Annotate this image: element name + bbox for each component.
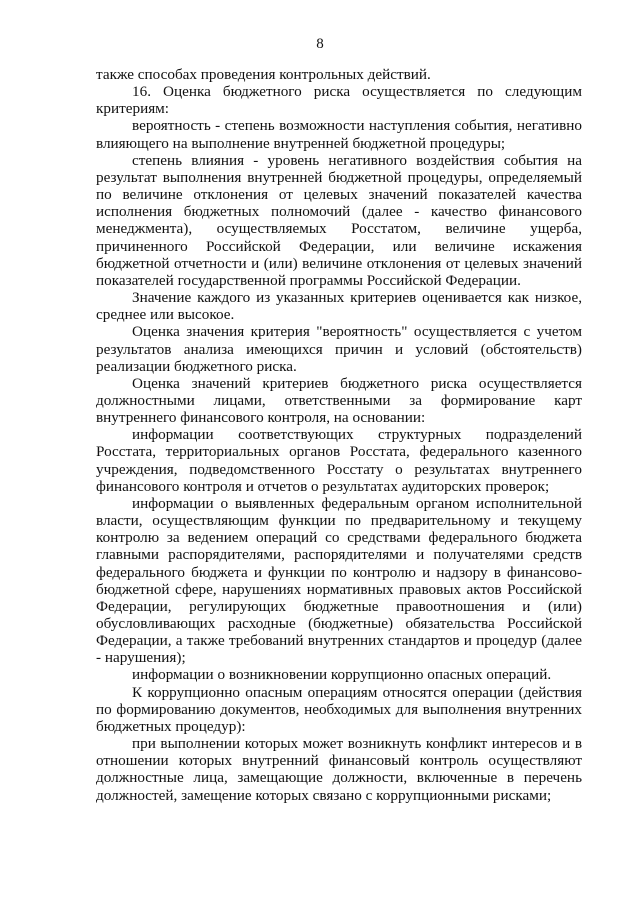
page-number: 8	[316, 36, 324, 52]
paragraph: информации о возникновении коррупционно опасных операций.	[132, 666, 552, 684]
paragraph: также способах проведения контрольных действий.	[96, 66, 431, 83]
paragraph: степень влияния - уровень негативного воздействия события на результат выполнения внутренней бюджетной процедуры, определяемый по величине отклонения от целевых значений показателей качества исполнения бюджетных полномочий (далее - качество финансового менеджмента), осуществляемых Росстатом, величине ущерба, причиненного Российской Федерации, или величине искажения бюджетной отчетности и (или) величине отклонения от целевых значений показателей государственной программы Российской Федерации.	[96, 151, 582, 289]
paragraph: информации о выявленных федеральным органом исполнительной власти, осуществляющим функции по предварительному и текущему контролю за ведением операций со средствами федерального бюджета главными распорядителями, распорядителями и получателями средств федерального бюджета и функции по контролю и надзору в финансово-бюджетной сфере, нарушениях нормативных правовых актов Российской Федерации, регулирующих бюджетные правоотношения и (или) обусловливающих расходные (бюджетные) обязательства Российской Федерации, а также требований внутренних стандартов и процедур (далее - нарушения);	[96, 494, 582, 667]
document-body	[96, 66, 582, 804]
paragraph: информации соответствующих структурных подразделений Росстата, территориальных органов Росстата, федерального казенного учреждения, подведомственного Росстату о результатах внутреннего финансового контроля и отчетов о результатах аудиторских проверок;	[96, 426, 582, 495]
paragraph: при выполнении которых может возникнуть конфликт интересов и в отношении которых внутренний финансовый контроль осуществляют должностные лица, замещающие должности, включенные в перечень должностей, замещение которых связано с коррупционными рисками;	[96, 735, 582, 804]
paragraph: вероятность - степень возможности наступления события, негативно влияющего на выполнение внутренней бюджетной процедуры;	[96, 117, 582, 152]
paragraph: К коррупционно опасным операциям относятся операции (действия по формированию документов, необходимых для выполнения внутренних бюджетных процедур):	[96, 683, 582, 735]
paragraph: Оценка значений критериев бюджетного риска осуществляется должностными лицами, ответственными за формирование карт внутреннего финансового контроля, на основании:	[96, 374, 582, 427]
paragraph: Значение каждого из указанных критериев оценивается как низкое, среднее или высокое.	[96, 289, 582, 324]
paragraph: Оценка значения критерия "вероятность" осуществляется с учетом результатов анализа имеющихся причин и условий (обстоятельств) реализации бюджетного риска.	[96, 323, 582, 375]
paragraph: 16. Оценка бюджетного риска осуществляется по следующим критериям:	[96, 83, 582, 118]
